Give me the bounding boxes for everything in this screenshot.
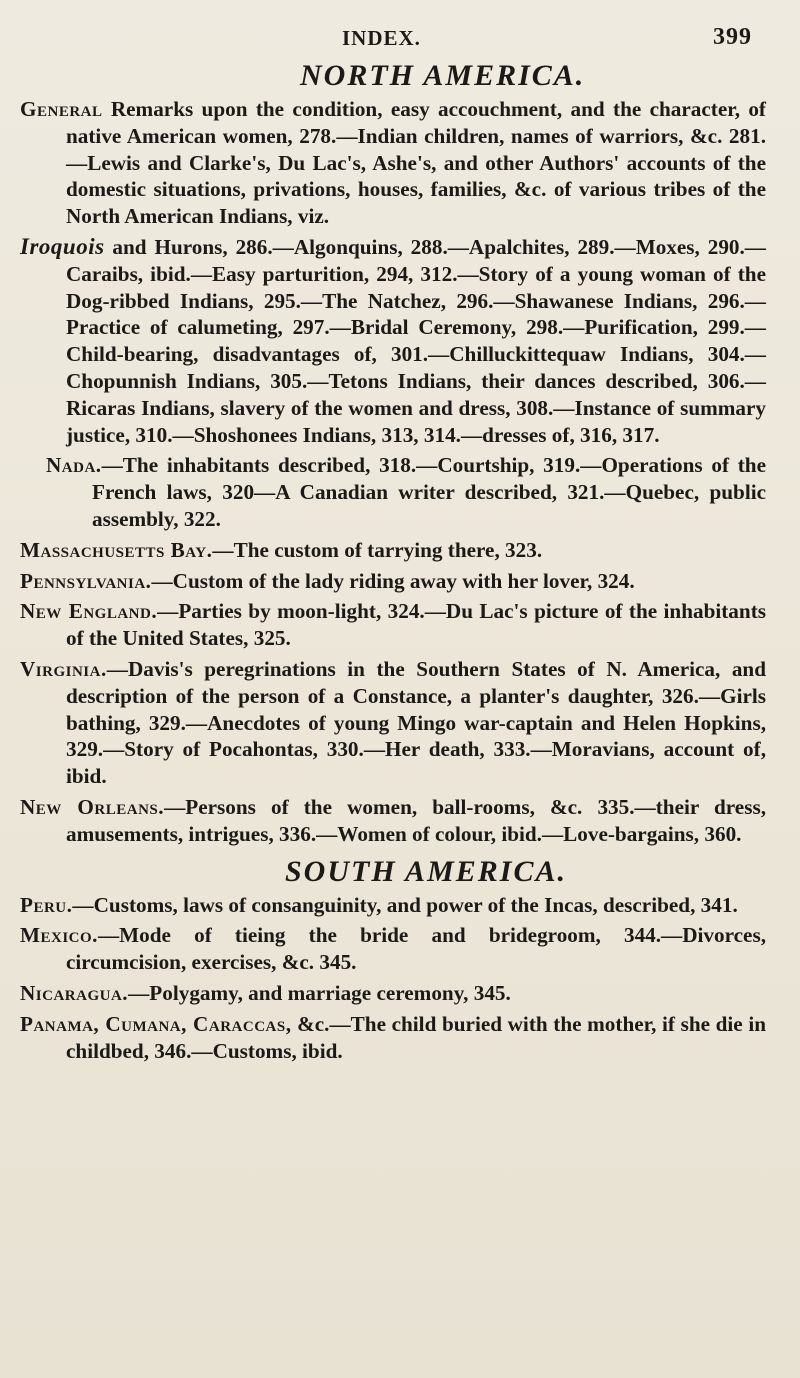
entry-head: Massachusetts Bay. bbox=[20, 537, 213, 562]
entry-text: —The inhabitants described, 318.—Courtship, 319.—Operations of the French laws, 320—A Canadian writer described, 321.—Quebec, public assembly, 322. bbox=[92, 453, 766, 531]
entry-text: —Persons of the women, ball-rooms, &c. 335.—their dress, amusements, intrigues, 336.—Women of colour, ibid.—Love-bargains, 360. bbox=[66, 794, 766, 846]
page-number: 399 bbox=[713, 24, 752, 50]
entry-text: —Davis's peregrinations in the Southern States of N. America, and description of the person of a Constance, a planter's daughter, 326.—Girls bathing, 329.—Anecdotes of young Mingo war-captain and Helen Hopkins, 329.—Story of Pocahontas, 330.—Her death, 333.—Moravians, account of, ibid. bbox=[66, 656, 766, 789]
section-title-north-america: NORTH AMERICA. bbox=[300, 59, 586, 92]
running-head bbox=[20, 22, 766, 56]
entry-general bbox=[20, 96, 766, 230]
entry-text: —Mode of tieing the bride and bridegroom, 344.—Divorces, circumcision, exercises, &c. 345. bbox=[66, 923, 766, 975]
entry-pennsylvania bbox=[20, 568, 766, 595]
entry-new-england bbox=[20, 598, 766, 652]
entry-mexico bbox=[20, 922, 766, 976]
entry-text: —Polygamy, and marriage ceremony, 345. bbox=[128, 980, 511, 1005]
entry-head: General bbox=[20, 97, 103, 121]
entry-peru bbox=[20, 892, 766, 919]
entry-head: New England. bbox=[20, 599, 158, 624]
entry-text: —Customs, laws of consanguinity, and power of the Incas, described, 341. bbox=[72, 892, 738, 917]
entry-head: Panama, Cumana, Caraccas, bbox=[20, 1011, 292, 1036]
entry-virginia bbox=[20, 656, 766, 790]
entry-text: —Custom of the lady riding away with her lover, 324. bbox=[151, 568, 635, 593]
entry-head: Pennsylvania. bbox=[20, 568, 152, 593]
entry-panama bbox=[20, 1011, 766, 1065]
entry-iroquois bbox=[20, 234, 766, 448]
entry-head: Nicaragua. bbox=[20, 980, 129, 1005]
entry-head: Nada. bbox=[46, 453, 102, 478]
entry-text: Remarks upon the condition, easy accouchment, and the character, of native American women, 278.—Indian children, names of warriors, &c. 281.—Lewis and Clarke's, Du Lac's, Ashe's, and other Authors' accounts of the domestic situations, privations, houses, families, &c. of various tribes of the North American Indians, viz. bbox=[66, 97, 766, 229]
entry-head: Iroquois bbox=[20, 233, 105, 259]
entry-new-orleans bbox=[20, 794, 766, 848]
entry-head: New Orleans. bbox=[20, 794, 165, 819]
entry-text: —The custom of tarrying there, 323. bbox=[212, 537, 543, 562]
entry-text: &c.—The child buried with the mother, if she die in childbed, 346.—Customs, ibid. bbox=[66, 1011, 767, 1063]
entry-head: Mexico. bbox=[20, 923, 98, 948]
entry-massachusetts bbox=[20, 537, 766, 564]
entry-nicaragua bbox=[20, 980, 766, 1007]
section-title-south-america: SOUTH AMERICA. bbox=[285, 854, 567, 888]
entry-head: Virginia. bbox=[20, 656, 107, 681]
entry-text: and Hurons, 286.—Algonquins, 288.—Apalchites, 289.—Moxes, 290.—Caraibs, ibid.—Easy parturition, 294, 312.—Story of a young woman of the Dog-ribbed Indians, 295.—The Natchez, 296.—Shawanese Indians, 296.—Practice of calumeting, 297.—Bridal Ceremony, 298.—Purification, 299.—Child-bearing, disadvantages of, 301.—Chilluckittequaw Indians, 304.—Chopunnish Indians, 305.—Tetons Indians, their dances described, 306.—Ricaras Indians, slavery of the women and dress, 308.—Instance of summary justice, 310.—Shoshonees Indians, 313, 314.—dresses of, 316, 317. bbox=[66, 234, 766, 447]
entry-head: Peru. bbox=[20, 892, 73, 917]
entry-text: —Parties by moon-light, 324.—Du Lac's picture of the inhabitants of the United States, 325. bbox=[66, 599, 766, 651]
entry-nada bbox=[20, 452, 766, 532]
running-head-title: INDEX. bbox=[342, 26, 421, 50]
